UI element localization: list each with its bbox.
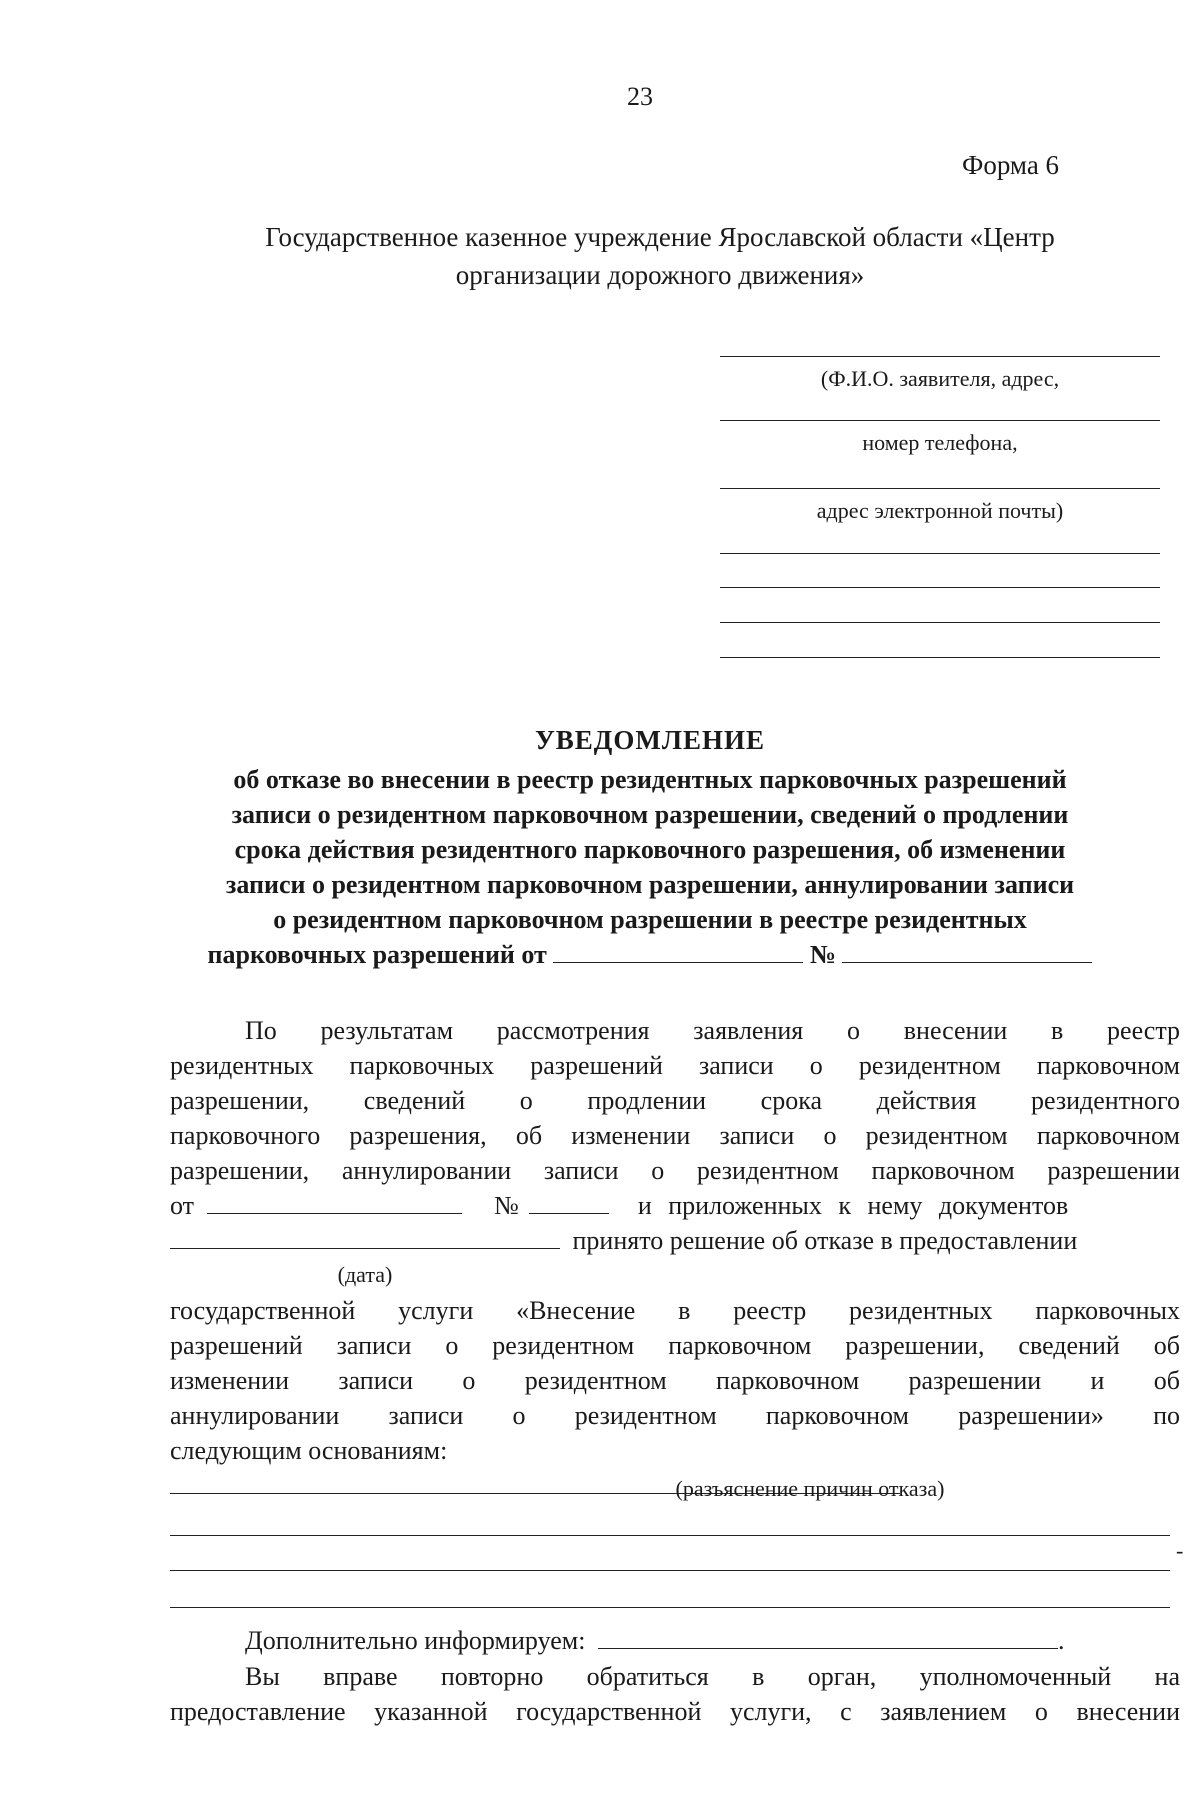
service-line-2: разрешений записи о резидентном парковочном разрешении, сведений об xyxy=(170,1331,1180,1360)
applicant-line-6[interactable] xyxy=(720,622,1160,623)
applicant-caption-1: (Ф.И.О. заявителя, адрес, xyxy=(820,366,1060,391)
from-label: от xyxy=(170,1191,195,1220)
body-line-3: разрешении, сведений о продлении срока действия резидентного xyxy=(170,1086,1180,1115)
reason-caption: (разъяснение причин отказа) xyxy=(675,1476,945,1501)
notice-title: УВЕДОМЛЕНИЕ xyxy=(534,725,766,755)
subtitle-date-label: парковочных разрешений от xyxy=(207,940,547,969)
reason-line-1[interactable] xyxy=(170,1535,1170,1536)
additional-info-blank[interactable] xyxy=(598,1624,1058,1649)
applicant-line-4[interactable] xyxy=(720,553,1160,554)
body-line-6 xyxy=(170,1188,1180,1223)
org-line-2: организации дорожного движения» xyxy=(455,260,865,290)
documents-text: и приложенных к нему документов xyxy=(637,1191,1069,1220)
reapply-line-2: предоставление указанной государственной услуги, с заявлением о внесении xyxy=(170,1697,1180,1726)
applicant-line-5[interactable] xyxy=(720,587,1160,588)
subtitle-number-label: № xyxy=(809,940,836,969)
application-date-blank[interactable] xyxy=(207,1189,462,1214)
applicant-line-7[interactable] xyxy=(720,657,1160,658)
reason-line-3[interactable] xyxy=(170,1607,1170,1608)
hyphen-mark: - xyxy=(1176,1538,1184,1563)
subtitle-line-4: записи о резидентном парковочном разрешении, аннулировании записи xyxy=(225,870,1075,899)
additional-info-line xyxy=(245,1623,1180,1658)
subtitle-line-6 xyxy=(160,937,1140,972)
body-line-2: резидентных парковочных разрешений записи о резидентном парковочном xyxy=(170,1051,1180,1080)
grounds-label: следующим основаниям: xyxy=(170,1436,448,1465)
body-line-5: разрешении, аннулировании записи о резидентном парковочном разрешении xyxy=(170,1156,1180,1185)
body-line-4: парковочного разрешения, об изменении записи о резидентном парковочном xyxy=(170,1121,1180,1150)
service-line-3: изменении записи о резидентном парковочном разрешении и об xyxy=(170,1366,1180,1395)
application-number-blank[interactable] xyxy=(529,1189,609,1214)
subtitle-line-3: срока действия резидентного парковочного разрешения, об изменении xyxy=(234,835,1066,864)
date-caption: (дата) xyxy=(337,1262,393,1287)
page-number: 23 xyxy=(627,82,653,111)
body-line-7 xyxy=(170,1223,1180,1258)
applicant-caption-2: номер телефона, xyxy=(862,430,1018,455)
form-label: Форма 6 xyxy=(962,150,1060,180)
service-line-4: аннулировании записи о резидентном парковочном разрешении» по xyxy=(170,1401,1180,1430)
org-line-1: Государственное казенное учреждение Ярославской области «Центр xyxy=(265,222,1055,252)
applicant-caption-3: адрес электронной почты) xyxy=(816,498,1064,523)
subtitle-line-1: об отказе во внесении в реестр резидентных парковочных разрешений xyxy=(233,765,1067,794)
body-line-1: По результатам рассмотрения заявления о внесении в реестр xyxy=(245,1016,1180,1045)
applicant-line-3[interactable] xyxy=(720,488,1160,489)
service-line-1: государственной услуги «Внесение в реестр резидентных парковочных xyxy=(170,1296,1180,1325)
applicant-line-1[interactable] xyxy=(720,356,1160,357)
decision-text: принято решение об отказе в предоставлении xyxy=(572,1226,1078,1255)
decision-date-blank[interactable] xyxy=(170,1224,560,1249)
subtitle-number-blank[interactable] xyxy=(842,938,1092,963)
number-label: № xyxy=(494,1191,519,1220)
additional-info-label: Дополнительно информируем: xyxy=(245,1626,586,1655)
organization-name xyxy=(190,218,1130,294)
subtitle-line-2: записи о резидентном парковочном разрешении, сведений о продлении xyxy=(231,800,1069,829)
subtitle-date-blank[interactable] xyxy=(553,938,803,963)
subtitle-line-5: о резидентном парковочном разрешении в реестре резидентных xyxy=(273,905,1027,934)
reason-line-2[interactable] xyxy=(170,1570,1170,1571)
reapply-line-1: Вы вправе повторно обратиться в орган, уполномоченный на xyxy=(245,1662,1180,1691)
applicant-line-2[interactable] xyxy=(720,420,1160,421)
additional-info-period: . xyxy=(1057,1626,1065,1655)
